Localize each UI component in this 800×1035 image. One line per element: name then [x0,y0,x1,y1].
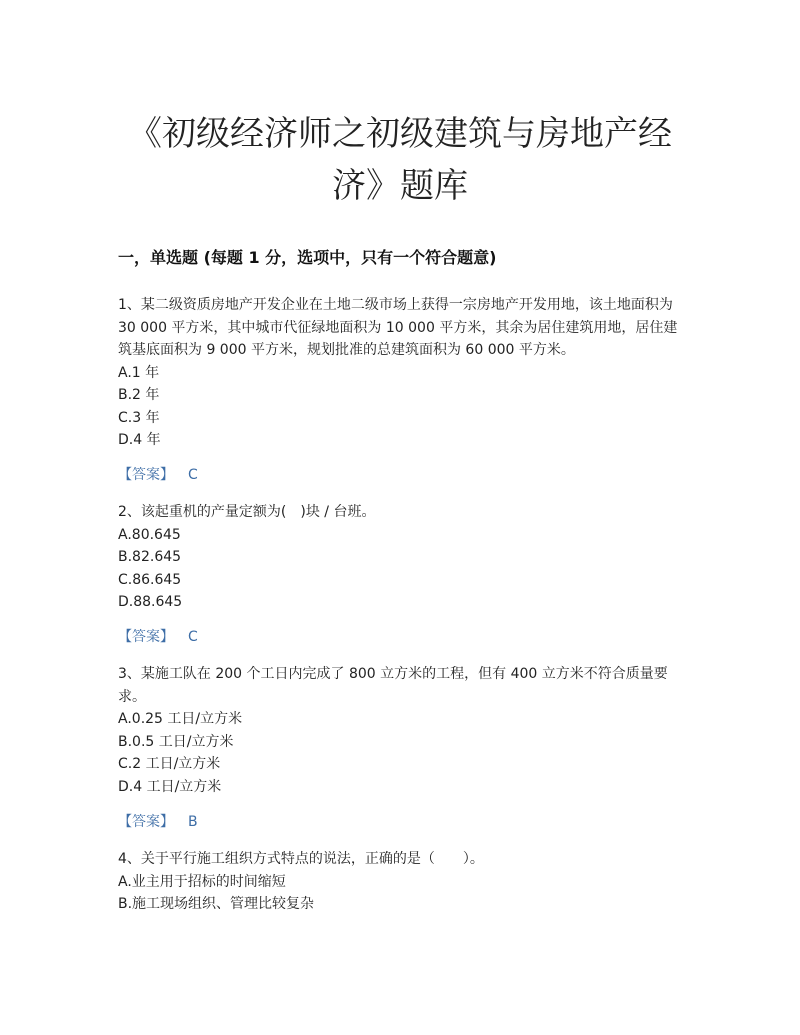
title-line-2: 济》题库 [332,166,468,206]
section-heading: 一，单选题 (每题 1 分，选项中，只有一个符合题意) [118,248,497,267]
question-stem: 3、某施工队在 200 个工日内完成了 800 立方米的工程，但有 400 立方米不符合质量要求。 [118,666,668,705]
question-4 [118,848,688,916]
option-a: A.0.25 工日/立方米 [118,711,243,727]
answer-label: 【答案】 [118,629,174,645]
option-b: B.施工现场组织、管理比较复杂 [118,896,315,912]
option-d: D.4 年 [118,432,161,448]
question-2 [118,501,688,614]
option-c: C.3 年 [118,409,160,426]
question-stem: 4、关于平行施工组织方式特点的说法，正确的是（ ）。 [118,851,484,867]
option-b: B.2 年 [118,387,160,403]
option-c: C.2 工日/立方米 [118,756,221,772]
question-stem: 1、某二级资质房地产开发企业在土地二级市场上获得一宗房地产开发用地，该土地面积为 30 000 平方米，其中城市代征绿地面积为 10 000 平方米，其余为居住建筑用地，居住建筑基底面积为 9 000 平方米，规划批准的总建筑面积为 60 000 平方米。 [118,297,678,358]
document-title [100,108,700,212]
answer-value: B [188,814,198,830]
answer-label: 【答案】 [118,814,174,830]
option-a: A.业主用于招标的时间缩短 [118,873,286,890]
title-line-1: 《初级经济师之初级建筑与房地产经 [128,114,672,154]
option-d: D.4 工日/立方米 [118,778,222,795]
answer-1 [118,464,198,486]
option-d: D.88.645 [118,594,183,610]
option-a: A.1 年 [118,364,160,381]
option-c: C.86.645 [118,571,182,588]
answer-value: C [188,629,198,645]
option-b: B.0.5 工日/立方米 [118,733,234,750]
option-b: B.82.645 [118,549,182,565]
question-3 [118,663,688,798]
answer-2 [118,626,198,648]
question-stem: 2、该起重机的产量定额为( )块 / 台班。 [118,504,376,520]
answer-3 [118,811,198,833]
answer-label: 【答案】 [118,467,174,483]
question-1 [118,294,688,452]
answer-value: C [188,467,198,483]
option-a: A.80.645 [118,526,181,543]
